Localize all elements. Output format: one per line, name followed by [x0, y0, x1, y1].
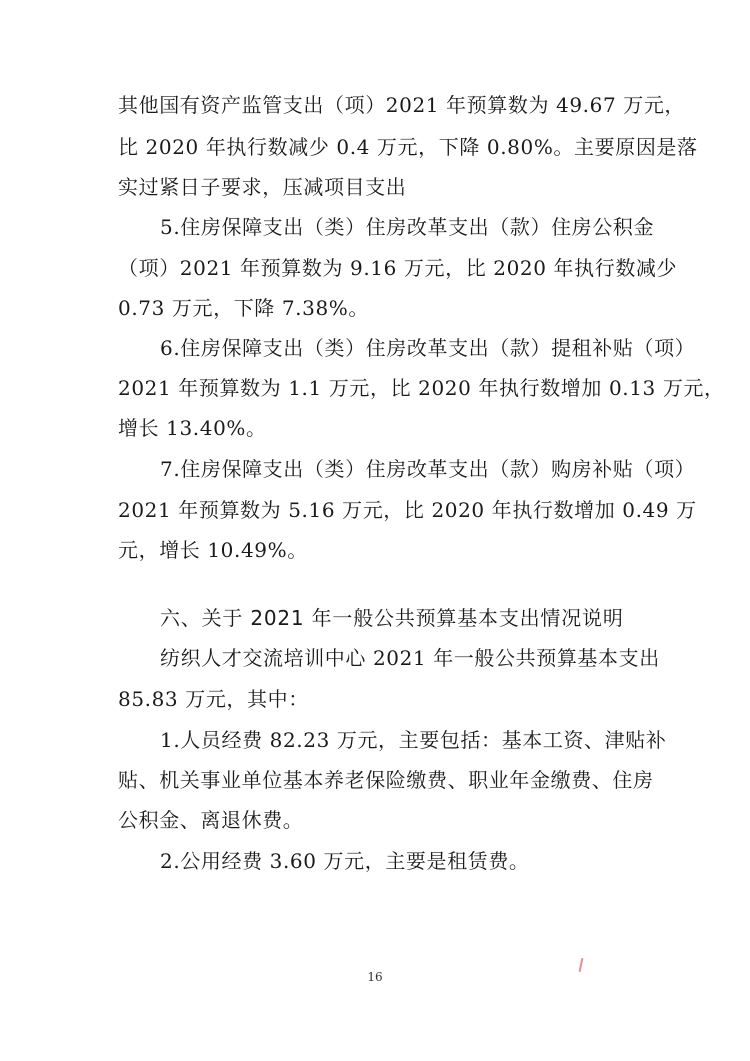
page-number: 16 — [367, 970, 383, 984]
paragraph-line: （项）2021 年预算数为 9.16 万元，比 2020 年执行数减少 — [118, 256, 678, 280]
paragraph-line: 7.住房保障支出（类）住房改革支出（款）购房补贴（项） — [160, 457, 696, 481]
paragraph-line: 其他国有资产监管支出（项）2021 年预算数为 49.67 万元， — [118, 93, 686, 117]
paragraph-line: 公积金、离退休费。 — [118, 808, 304, 832]
paragraph-line: 1.人员经费 82.23 万元，主要包括：基本工资、津贴补 — [160, 728, 667, 752]
paragraph-line: 比 2020 年执行数减少 0.4 万元，下降 0.80%。主要原因是落 — [118, 135, 698, 159]
paragraph-line: 6.住房保障支出（类）住房改革支出（款）提租补贴（项） — [160, 336, 696, 360]
paragraph-line: 2.公用经费 3.60 万元，主要是租赁费。 — [160, 849, 530, 873]
paragraph-line: 2021 年预算数为 1.1 万元，比 2020 年执行数增加 0.13 万元， — [118, 376, 725, 400]
paragraph-line: 85.83 万元，其中： — [118, 687, 309, 711]
paragraph-line: 2021 年预算数为 5.16 万元，比 2020 年执行数增加 0.49 万 — [118, 498, 697, 522]
paragraph-line: 元，增长 10.49%。 — [118, 538, 308, 562]
section-heading: 六、关于 2021 年一般公共预算基本支出情况说明 — [160, 606, 624, 630]
paragraph-line: 纺织人才交流培训中心 2021 年一般公共预算基本支出 — [160, 646, 660, 670]
paragraph-line: 实过紧日子要求，压减项目支出 — [118, 175, 407, 199]
paragraph-line: 增长 13.40%。 — [118, 416, 267, 440]
paragraph-line: 0.73 万元，下降 7.38%。 — [118, 296, 369, 320]
paragraph-line: 5.住房保障支出（类）住房改革支出（款）住房公积金 — [160, 215, 655, 239]
paragraph-line: 贴、机关事业单位基本养老保险缴费、职业年金缴费、住房 — [118, 768, 654, 792]
